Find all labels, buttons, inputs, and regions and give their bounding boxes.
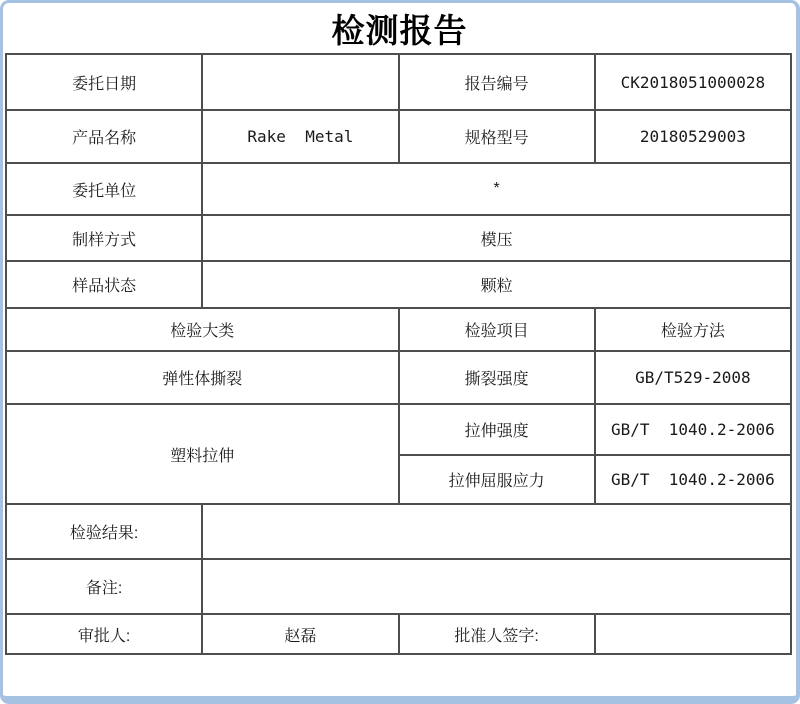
- test-row: [6, 404, 791, 455]
- test-category-header: 检验大类: [6, 308, 399, 351]
- report-number-label: 报告编号: [399, 54, 595, 110]
- report-table: [5, 53, 792, 655]
- report-number-value: CK2018051000028: [595, 54, 791, 110]
- approver-label: 审批人:: [6, 614, 202, 654]
- table-row: [6, 614, 791, 654]
- spec-model-value: 20180529003: [595, 110, 791, 163]
- test-method-tensile-strength: GB/T 1040.2-2006: [595, 404, 791, 455]
- test-row: [6, 351, 791, 404]
- table-row: [6, 110, 791, 163]
- test-category-plastic-tensile: 塑料拉伸: [6, 404, 399, 504]
- test-item-tensile-yield-stress: 拉伸屈服应力: [399, 455, 595, 504]
- sample-state-label: 样品状态: [6, 261, 202, 308]
- product-name-value: Rake Metal: [202, 110, 398, 163]
- sampling-method-label: 制样方式: [6, 215, 202, 261]
- client-unit-label: 委托单位: [6, 163, 202, 215]
- test-item-header: 检验项目: [399, 308, 595, 351]
- test-result-label: 检验结果:: [6, 504, 202, 559]
- report-header: [3, 3, 796, 53]
- approver-name: 赵磊: [202, 614, 398, 654]
- remark-label: 备注:: [6, 559, 202, 614]
- client-unit-value: *: [202, 163, 791, 215]
- commission-date-label: 委托日期: [6, 54, 202, 110]
- table-row: [6, 163, 791, 215]
- product-name-label: 产品名称: [6, 110, 202, 163]
- test-item-tear-strength: 撕裂强度: [399, 351, 595, 404]
- remark-value: [202, 559, 791, 614]
- sampling-method-value: 模压: [202, 215, 791, 261]
- test-method-header: 检验方法: [595, 308, 791, 351]
- signature-value: [595, 614, 791, 654]
- table-row: [6, 215, 791, 261]
- test-result-value: [202, 504, 791, 559]
- sample-state-value: 颗粒: [202, 261, 791, 308]
- spec-model-label: 规格型号: [399, 110, 595, 163]
- commission-date-value: [202, 54, 398, 110]
- signature-label: 批准人签字:: [399, 614, 595, 654]
- test-header-row: [6, 308, 791, 351]
- table-row: [6, 261, 791, 308]
- test-method-tear-strength: GB/T529-2008: [595, 351, 791, 404]
- table-row: [6, 54, 791, 110]
- page-title: 检测报告: [331, 11, 468, 49]
- test-category-elastomer-tear: 弹性体撕裂: [6, 351, 399, 404]
- table-row: [6, 559, 791, 614]
- test-method-tensile-yield-stress: GB/T 1040.2-2006: [595, 455, 791, 504]
- table-row: [6, 504, 791, 559]
- test-item-tensile-strength: 拉伸强度: [399, 404, 595, 455]
